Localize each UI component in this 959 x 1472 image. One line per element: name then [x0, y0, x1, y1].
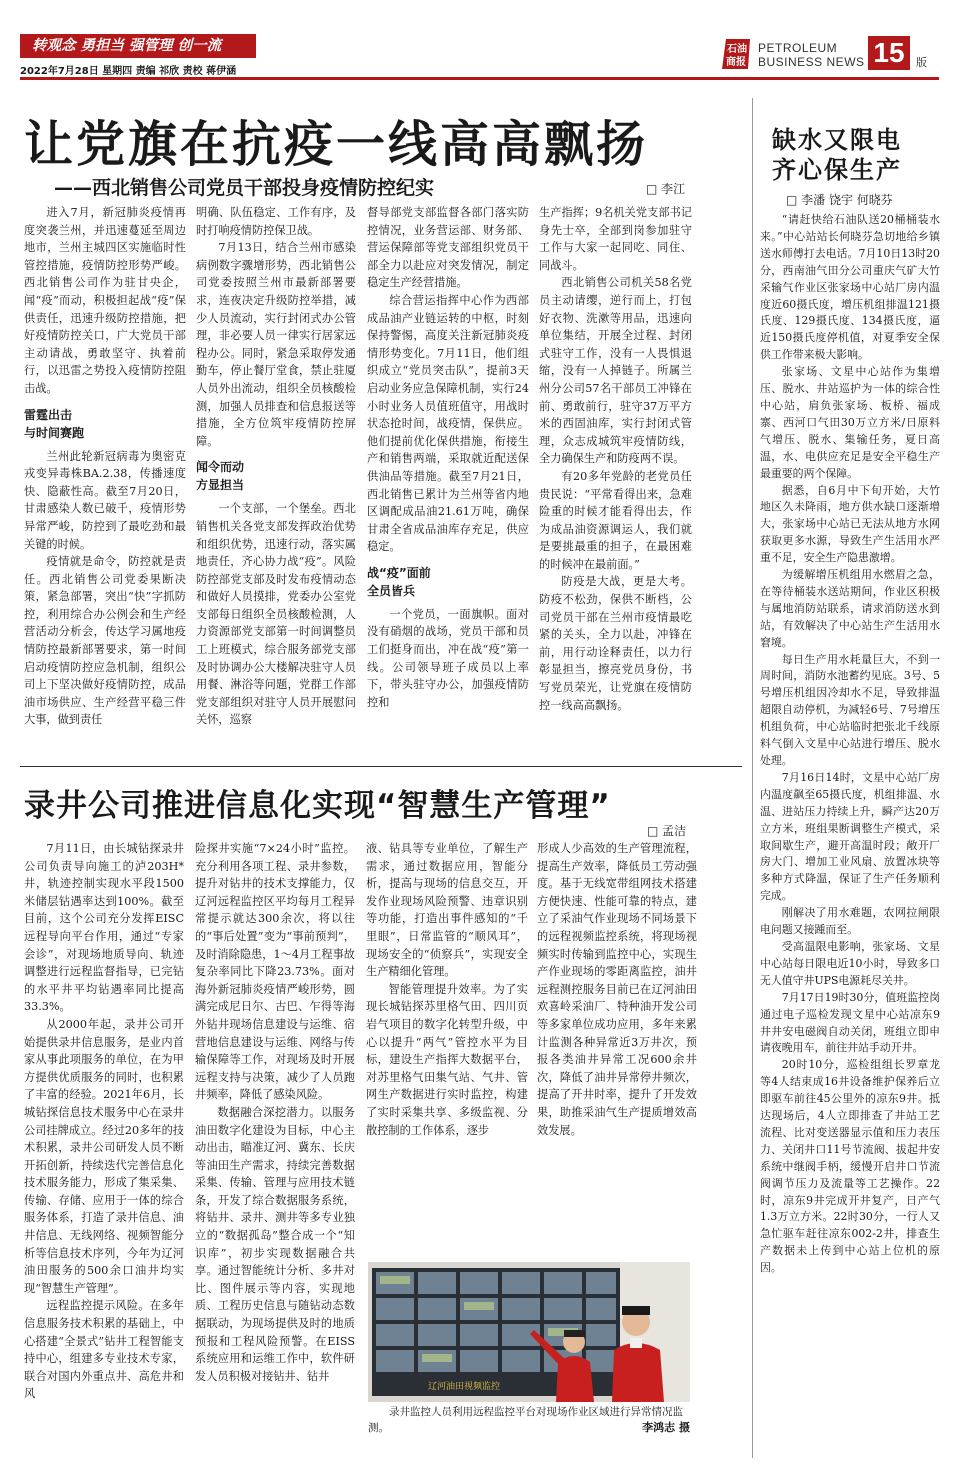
paragraph: 张家场、文星中心站作为集增压、脱水、井站巡护为一体的综合性中心站，肩负张家场、板桥、福成寨、西河口气田30万立方米/日原料气增压、脱水、集输任务，夏日高温，水、电供应充足是安全平稳生产最重要的两个保障。	[760, 365, 940, 480]
article2-byline: □ 孟洁	[647, 824, 687, 838]
paragraph: 一个支部，一个堡垒。西北销售机关各党支部发挥政治优势和组织优势，迅速行动，落实属地责任，齐心协力战“疫”。风险防控部党支部及时发布疫情动态和做好人员摸排，党委办公室党支部每日组织全员核酸检测，人力资源部党支部第一时间调整员工上班模式，综合服务部党支部及时协调办公大楼解决驻守人员用餐、淋浴等问题，党群工作部党支部组织对驻守人员开展慰问关怀，巡察	[196, 502, 356, 727]
paragraph: 每日生产用水耗量巨大，不到一周时间，消防水池蓄约见底。3号、5号增压机组因冷却水不足，导致排温超限自动停机，为减轻6号、7号增压机组负荷，中心站临时把张北千线原料气倒入文星中心站进行增压、脱水处理。	[760, 652, 940, 767]
paragraph: 督导部党支部监督各部门落实防控情况，业务营运部、财务部、营运保障部等党支部组织党员干部全力以赴应对突发情况，制定稳定生产经营措施。	[367, 206, 529, 290]
brand-line1: PETROLEUM	[758, 41, 838, 55]
dateline: 2022年7月28日 星期四 责编 祁欣 责校 蒋伊涵	[20, 66, 237, 77]
photo-caption-block	[368, 1404, 690, 1436]
logo-text-bottom: 商报	[726, 57, 746, 68]
paragraph: “请赶快给石油队送20桶桶装水来。”中心站站长何晓芬急切地给乡镇送水师傅打去电话。7月10日13时20分，西南油气田分公司重庆气矿大竹采输气作业区张家场中心站厂房内温度近60摄氏度，增压机组排温121摄氏度、129摄氏度、134摄氏度，逼近150摄氏度停机值，对夏季安全保供工作带来极大影响。	[760, 213, 940, 362]
monitoring-photo	[368, 1262, 690, 1402]
paragraph: 受高温限电影响，张家场、文星中心站每日限电近10小时，导致多口无人值守井UPS电源耗尽关井。	[760, 939, 940, 987]
paragraph: 综合营运指挥中心作为西部成品油产业链运转的中枢，时刻保持警惕，高度关注新冠肺炎疫情形势变化。7月11日，他们组织成立“党员突击队”，提前3天启动业务应急保障机制，实行24小时业务人员值班值守，用战时状态抢时间，战疫情，保供应。他们提前优化保供措施，衔接生产和销售两端，采取就近配送保供油品等措施。截至7月21日，西北销售已累计为兰州等省内地区调配成品油21.61万吨，确保甘肃全省成品油库存充足，供应稳定。	[367, 293, 529, 554]
paragraph: 一个党员，一面旗帜。面对没有硝烟的战场，党员干部和员工们挺身而出，冲在战“疫”第一线。公司领导班子成员以上率下，带头驻守办公，加强疫情防控和	[367, 607, 529, 709]
paragraph: 兰州此轮新冠病毒为奥密克戎变异毒株BA.2.38，传播速度快、隐蔽性高。截至7月20日，甘肃感染人数已破千，疫情形势异常严峻，防控到了最吃劲和最关键的时候。	[24, 449, 186, 551]
paragraph: 数据融合深挖潜力。以服务油田数字化建设为目标，中心主动出击，瞄准辽河、冀东、长庆等油田生产需求，持续完善数据采集、传输、管理与应用技术链条，开发了综合数据服务系统，将钻井、录井、测井等多专业独立的“数据孤岛”整合成一个“知识库”，初步实现数据融合共享。通过智能统计分析、多井对比、图件展示等内容，实现地质、工程历史信息与随钻动态数据联动，为现场提供及时的地质预报和工程风险预警。在EISS系统应用和运维工作中，软件研发人员积极对接钻井、钻井	[195, 1105, 355, 1383]
page-number: 15	[868, 36, 910, 70]
paragraph: 生产指挥；9名机关党支部书记身先士卒，全部到岗参加驻守工作与大家一起同吃、同住、同战斗。	[539, 206, 692, 272]
paragraph: 明确、队伍稳定、工作有序，及时打响疫情防控保卫战。	[196, 206, 356, 237]
article2-title: 录井公司推进信息化实现“智慧生产管理”	[24, 788, 611, 824]
article1-col4	[539, 204, 692, 764]
page-suffix: 版	[916, 56, 927, 69]
paragraph: 7月16日14时，文星中心站厂房内温度飙至65摄氏度，机组排温、水温、进站压力持续上升，瞬产达20万立方米，班组果断调整生产模式，采取间歇生产，避开高温时段；敞开厂房大门、增加工业风扇、放置冰块等多种方式降温，保证了生产任务顺利完成。	[760, 770, 940, 903]
masthead-slogan: 转观念 勇担当 强管理 创一流	[20, 34, 256, 58]
logo-text-top: 石油	[727, 44, 747, 55]
article2-col4	[537, 840, 697, 1252]
paragraph: 7月13日，结合兰州市感染病例数字骤增形势，西北销售公司党委按照兰州市最新部署要求，连夜决定升级防控举措，减少人员流动，实行封闭式办公管理，非必要人员一律实行居家远程办公。同时，紧急采取停发通勤车，停止餐厅堂食，禁止驻厦人员外出流动，组织全员核酸检测，加强人员排查和信息报送等措施，全方位筑牢疫情防控屏障。	[196, 241, 356, 448]
paragraph: 远程监控提示风险。在多年信息服务技术积累的基础上，中心搭建“全景式”钻井工程智能支持中心，组建多专业技术专家，联合对国内外重点井、高危井和风	[24, 1299, 184, 1401]
article1-byline: □ 李江	[646, 182, 686, 196]
paragraph: 防疫是大战，更是大考。防疫不松劲，保供不断档，公司党员干部在兰州市疫情最吃紧的关头，全力以赴，冲锋在前，用行动诠释责任，以力行彰显担当，擦亮党员身份，书写党员荣光，让党旗在疫情防控一线高高飘扬。	[539, 575, 692, 712]
section-heading: 雷霆出击 与时间赛跑	[24, 407, 85, 440]
paragraph: 险探井实施“7×24小时”监控。充分利用各项工程、录井参数，提升对钻井的技术支撑能力，仅辽河远程监控区平均每月工程异常提示就达300余次，将以往的“事后处置”变为“事前预判”，及时消除隐患，1～4月工程事故复杂率同比下降23.73%。面对海外新冠肺炎疫情严峻形势，圆满完成尼日尔、古巴、乍得等海外钻井现场信息建设与运维、宿营地信息建设与运维、网络与传输保障等工作，对现场及时开展远程支持与决策，减少了人员跑井频率，降低了感染风险。	[195, 842, 355, 1102]
brand-line2: BUSINESS NEWS	[758, 55, 865, 69]
photo-credit: 李鸿志 摄	[642, 1421, 690, 1434]
paragraph: 有20多年党龄的老党员任贵民说：“平常看得出来，急难险重的时候才能看得出去，作为成品油资源调运人，我们就是要挑最重的担子，在最困难的时候冲在最前面。”	[539, 469, 692, 571]
newspaper-logo	[720, 38, 754, 70]
paragraph: 智能管理提升效率。为了实现长城钻探苏里格气田、四川页岩气项目的数字化转型升级，中心以提升“两气”管控水平为目标，建设生产指挥大数据平台，对苏里格气田集气站、气井、管网生产数据进行实时监控，构建了实时采集共享、多级监视、分散控制的工作体系，逐步	[366, 982, 528, 1137]
section-heading: 闻令而动 方显担当	[196, 460, 245, 493]
paragraph: 进入7月，新冠肺炎疫情再度突袭兰州，并迅速蔓延至周边地市，兰州主城四区实施临时性管控措施，疫情防控形势严峻。西北销售公司作为驻甘央企，闻“疫”而动，积极担起战“疫”保供责任，迅速升级防控措施，把好疫情防控关口，广大党员干部主动请战，勇敢坚守、执着前行，以迅雷之势投入疫情防控阻击战。	[24, 206, 186, 395]
photo-screen-text: 辽河油田视频监控	[428, 1382, 501, 1392]
paragraph: 7月11日，由长城钻探录井公司负责导向施工的泸203H*井，轨迹控制实现水平段1500米储层钻遇率达到100%。截至目前，这个公司充分发挥EISC远程导向平台作用，通过“专家会诊”，对现场地质导向、轨迹调整进行远程监督指导，已完钻的水平井平均钻遇率同比提高33.3%。	[24, 842, 184, 1014]
photo-caption: 录井监控人员利用远程监控平台对现场作业区域进行异常情况监测。	[368, 1406, 683, 1434]
article3-title-line2: 齐心保生产	[772, 156, 902, 184]
brand-name	[758, 41, 865, 69]
article1-title: 让党旗在抗疫一线高高飘扬	[24, 116, 649, 173]
article3-body	[760, 212, 940, 1460]
article-divider	[20, 766, 742, 767]
paragraph: 西北销售公司机关58名党员主动请缨，逆行而上，打包好衣物、洗漱等用品，迅速向单位集结，开展全过程、封闭式驻守工作，没有一人畏惧退缩，没有一人掉链子。所属兰州分公司57名干部员工冲锋在前、勇敢前行，驻守37万平方米的西固油库，实行封闭式管理，众志成城筑牢疫情防线，全力确保生产和防疫两不误。	[539, 276, 692, 466]
paragraph: 液、钻具等专业单位，了解生产需求，通过数据应用，智能分析，提高与现场的信息交互，开发作业现场风险预警、违章识别等功能，打造出事件感知的“千里眼”，日常监管的“顺风耳”，现场安全的“侦察兵”，实现安全生产精细化管理。	[366, 842, 528, 979]
paragraph: 从2000年起，录井公司开始提供录井信息服务，是业内首家从事此项服务的单位，在为甲方提供优质服务的同时，也积累了丰富的经验。2021年6月，长城钻探信息技术服务中心在录井公司挂牌成立。经过20多年的技术积累，录井公司研发人员不断开拓创新，持续迭代完善信息化技术服务能力，形成了集采集、传输、存储、应用于一体的综合服务体系，打造了录井信息、油井信息、无线网络、视频智能分析等信息技术序列，今年为辽河油田服务的500余口油井均实现“智慧生产管理”。	[24, 1017, 184, 1295]
column-divider	[752, 98, 753, 1458]
paragraph: 疫情就是命令，防控就是责任。西北销售公司党委果断决策，紧急部署，突出“快”字抓防控，利用综合办公例会和生产经营活动分析会，传达学习属地疫情防控最新部署要求，第一时间启动疫情防控应急机制，组织公司上下坚决做好疫情防控，成品油市场供应、生产经营平稳三件大事，做到责任	[24, 555, 186, 727]
article2-col2	[195, 840, 355, 1460]
paragraph: 为缓解增压机组用水燃眉之急，在等待桶装水送站期间，作业区积极与属地消防站联系，请求消防送水到站，有效解决了中心站生产生活用水窘境。	[760, 568, 940, 649]
paragraph: 形成人少高效的生产管理流程，提高生产效率，降低员工劳动强度。基于无线宽带组网技术搭建方便快速、性能可靠的特点，建立了采油气作业现场不同场景下的远程视频监控系统，将现场视频实时传输到监控中心，实现生产作业现场的零距离监控，油井远程测控服务目前已在辽河油田欢喜岭采油厂、特种油开发公司等多家单位成功应用，多年来累计监测各种异常近3万井次，预报各类油井异常工况600余井次，降低了油井异常停井频次，提高了开井时率，提升了开发效果，助推采油气生产提质增效高效发展。	[537, 842, 697, 1137]
section-heading: 战“疫”面前 全员皆兵	[367, 565, 431, 598]
article3-title-line1: 缺水又限电	[772, 126, 902, 154]
header-rule	[20, 77, 939, 80]
article2-col1	[24, 840, 184, 1460]
paragraph: 据悉，自6月中下旬开始，大竹地区久未降雨，地方供水缺口逐渐增大，张家场中心站已无法从地方水网获取更多水源，导致生产生活用水严重不足，安全生产隐患激增。	[760, 483, 940, 565]
paragraph: 刚解决了用水难题，农网拉闸限电问题又接踵而至。	[760, 906, 940, 937]
paragraph: 7月17日19时30分，值班监控岗通过电子巡检发现文星中心站凉东9井井安电磁阀自动关闭，班组立即申请夜晚用车，前往井站手动开井。	[760, 990, 940, 1055]
article2-col3	[366, 840, 528, 1252]
article1-col1	[24, 204, 186, 764]
article3-byline: □ 李潘 饶宇 何晓芬	[786, 193, 893, 207]
article1-col3	[367, 204, 529, 764]
article1-col2	[196, 204, 356, 764]
article1-subtitle: ——西北销售公司党员干部投身疫情防控纪实	[54, 177, 435, 199]
paragraph: 20时10分，巡检组组长罗章龙等4人结束成16井设备维护保养后立即驱车前往45公里外的凉东9井。抵达现场后，4人立即排查了井站工艺流程、比对变送器显示值和压力表压力、关闭井口11号节流阀、拔起井安系统中继阀手柄，缓慢开启井口节流阀调节压力及流量等工艺操作。22时，凉东9井完成开井复产，日产气1.3万立方米。22时30分，一行人又急忙驱车赶往凉东002-2井，排查生产数据未上传到中心站上位机的原因。	[760, 1058, 940, 1275]
